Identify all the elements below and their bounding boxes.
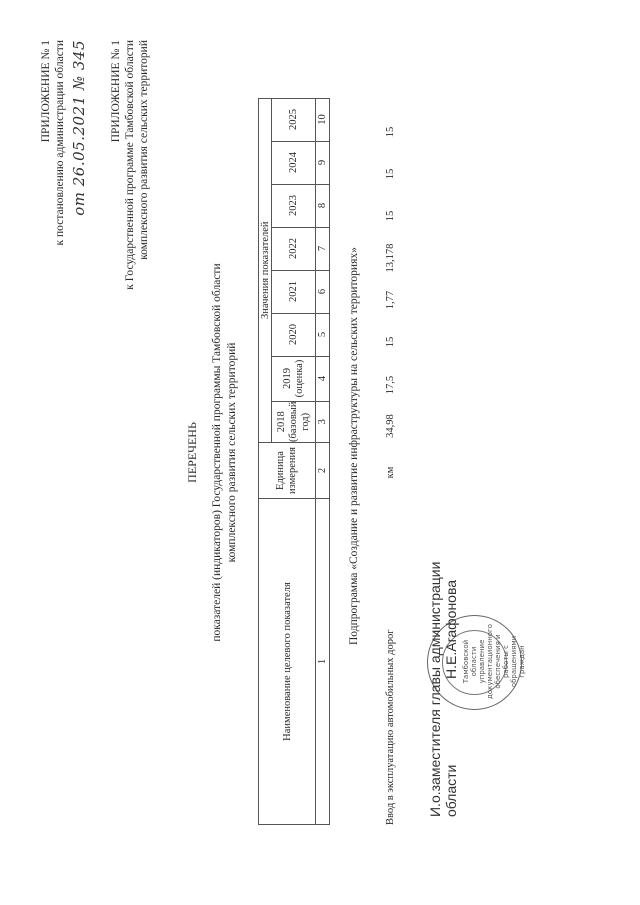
- col-header-unit: Единица измерения: [259, 443, 316, 499]
- col-header-year: 2024: [272, 141, 316, 184]
- row-unit: км: [384, 466, 396, 479]
- signature-name: Н.Е.Агафонова: [443, 579, 459, 679]
- col-number: 1: [316, 499, 330, 825]
- row-value: 15: [384, 126, 396, 138]
- signature-position: И.о.заместителя главы администрации: [427, 561, 443, 817]
- appendix2-line1: к Государственной программе Тамбовской области: [124, 40, 136, 290]
- indicators-data: [370, 111, 410, 825]
- signature-position-line2: области: [443, 764, 459, 817]
- row-value: 15: [384, 336, 396, 348]
- col-number: 4: [316, 356, 330, 401]
- col-header-year: 2022: [272, 227, 316, 270]
- col-header-group: Значения показателей: [259, 98, 272, 442]
- col-header-year: 2023: [272, 184, 316, 227]
- col-header-year: 2021: [272, 270, 316, 313]
- row-value: 17,5: [384, 375, 396, 395]
- appendix-title: ПРИЛОЖЕНИЕ № 1: [40, 40, 52, 143]
- document-heading-line1: показателей (индикаторов) Государственной программы Тамбовской области: [211, 263, 223, 642]
- col-header-year: 2019 (оценка): [272, 356, 316, 401]
- col-number: 9: [316, 141, 330, 184]
- col-number: 3: [316, 401, 330, 442]
- row-value: 13,178: [384, 243, 396, 273]
- col-header-year: 2025: [272, 98, 316, 141]
- col-number: 2: [316, 443, 330, 499]
- subprogram-caption: Подпрограмма «Создание и развитие инфраструктуры на сельских территориях»: [348, 247, 360, 645]
- handwritten-date: от 26.05.2021 № 345: [70, 40, 88, 216]
- appendix-reference: к постановлению администрации области: [54, 40, 66, 246]
- row-value: 34,98: [384, 414, 396, 438]
- row-value: 15: [384, 210, 396, 222]
- col-header-year: 2020: [272, 313, 316, 356]
- row-value: 1,77: [384, 290, 396, 310]
- col-number: 8: [316, 184, 330, 227]
- col-number: 5: [316, 313, 330, 356]
- appendix2-title: ПРИЛОЖЕНИЕ № 1: [110, 40, 122, 143]
- document-title: ПЕРЕЧЕНЬ: [185, 422, 199, 483]
- col-number: 10: [316, 98, 330, 141]
- document-heading-line2: комплексного развития сельских территорий: [226, 342, 238, 563]
- col-header-year: 2018 (базовый год): [272, 401, 316, 442]
- indicators-table: [258, 98, 330, 825]
- col-number: 6: [316, 270, 330, 313]
- stamp-text: Тамбовской области управление документационного обеспечения и работы с обращениями граждан: [462, 623, 526, 699]
- col-number: 7: [316, 227, 330, 270]
- row-name: Ввод в эксплуатацию автомобильных дорог: [384, 629, 396, 825]
- table-row: [370, 111, 410, 825]
- appendix2-line2: комплексного развития сельских территорий: [138, 40, 150, 260]
- row-value: 15: [384, 168, 396, 180]
- col-header-name: Наименование целевого показателя: [259, 499, 316, 825]
